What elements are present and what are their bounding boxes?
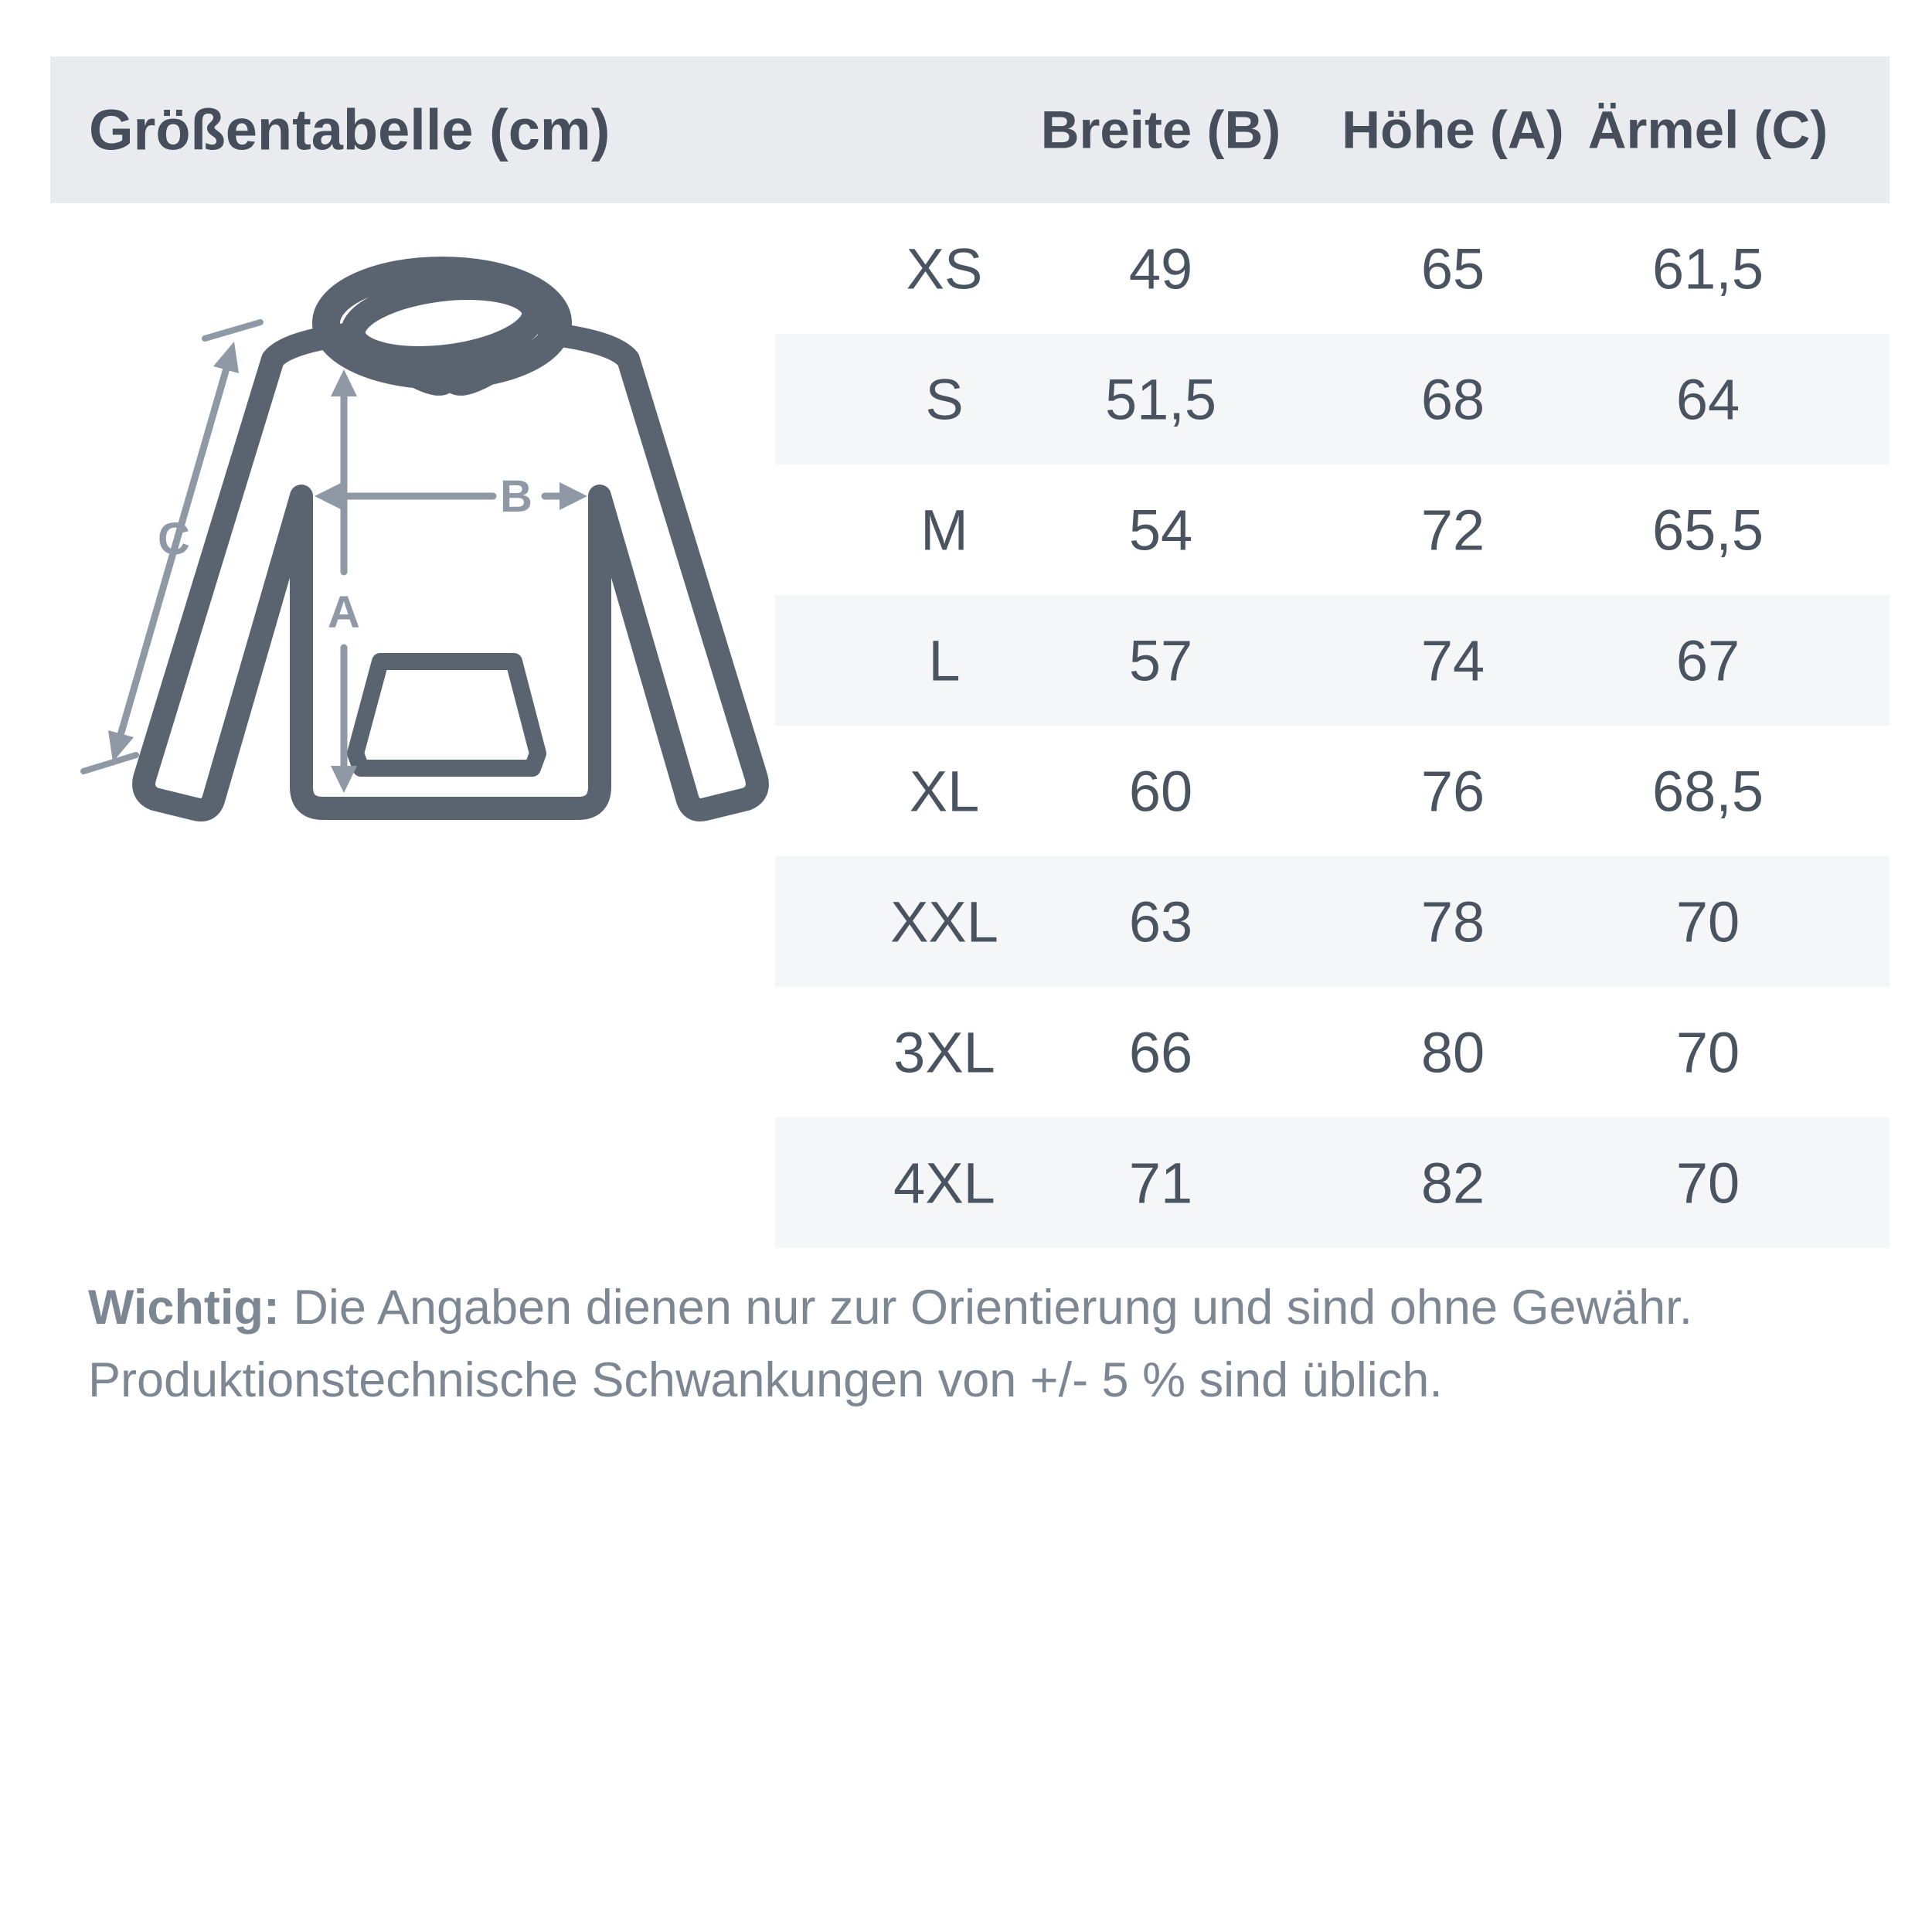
table-row: [775, 334, 1889, 464]
cell-breite: 57: [1128, 628, 1193, 692]
cell-size: S: [925, 367, 964, 431]
table-row: [775, 1117, 1889, 1248]
kangaroo-pocket: [355, 662, 538, 768]
table-row: [775, 464, 1889, 595]
arrow-b-width: [315, 471, 587, 522]
table-row: [775, 856, 1889, 987]
cell-hoehe: 74: [1420, 628, 1485, 692]
hoodie-outline-icon: [144, 270, 757, 810]
cell-aermel: 64: [1675, 367, 1740, 431]
page-title: Größentabelle (cm): [89, 97, 611, 162]
cell-breite: 71: [1128, 1151, 1193, 1215]
cell-aermel: 67: [1675, 628, 1740, 692]
cell-aermel: 70: [1675, 1020, 1740, 1084]
cell-size: XL: [909, 759, 980, 823]
cell-breite: 63: [1128, 889, 1193, 954]
cell-size: XXL: [890, 889, 998, 954]
column-header-hoehe: Höhe (A): [1342, 100, 1564, 160]
cell-size: L: [928, 628, 961, 692]
cell-aermel: 61,5: [1651, 236, 1764, 301]
footer-line-2: Produktionstechnische Schwankungen von +/- 5 % sind üblich.: [88, 1353, 1443, 1407]
cell-aermel: 70: [1675, 889, 1740, 954]
cell-breite: 51,5: [1104, 367, 1217, 431]
cell-hoehe: 80: [1420, 1020, 1485, 1084]
column-header-aermel: Ärmel (C): [1587, 100, 1828, 160]
cell-size: 4XL: [893, 1151, 995, 1215]
cell-hoehe: 72: [1420, 498, 1485, 562]
footer-line-1-text: Die Angaben dienen nur zur Orientierung und sind ohne Gewähr.: [279, 1281, 1693, 1335]
label-a: A: [328, 587, 360, 638]
label-b: B: [500, 471, 532, 522]
cell-size: 3XL: [893, 1020, 995, 1084]
column-header-breite: Breite (B): [1040, 100, 1281, 160]
hoodie-size-diagram: [46, 139, 819, 912]
table-row: [775, 595, 1889, 726]
cell-hoehe: 65: [1420, 236, 1485, 301]
table-row: [775, 987, 1889, 1117]
cell-breite: 66: [1128, 1020, 1193, 1084]
size-table: [775, 203, 1889, 1248]
footer-bold-prefix: Wichtig:: [88, 1281, 280, 1335]
cell-breite: 54: [1128, 498, 1193, 562]
cell-hoehe: 76: [1420, 759, 1485, 823]
cell-breite: 60: [1128, 759, 1193, 823]
table-row: [775, 726, 1889, 856]
footer-note: [88, 1271, 1889, 1417]
cell-aermel: 65,5: [1651, 498, 1764, 562]
cell-aermel: 70: [1675, 1151, 1740, 1215]
cell-size: M: [920, 498, 968, 562]
hood-notch: [402, 371, 498, 386]
label-c: C: [158, 514, 190, 564]
cell-size: XS: [906, 236, 983, 301]
footer-line-1: [88, 1271, 1889, 1344]
cell-hoehe: 68: [1420, 367, 1485, 431]
cell-breite: 49: [1128, 236, 1193, 301]
cell-hoehe: 82: [1420, 1151, 1485, 1215]
cell-hoehe: 78: [1420, 889, 1485, 954]
cell-aermel: 68,5: [1651, 759, 1764, 823]
table-row: [775, 203, 1889, 334]
